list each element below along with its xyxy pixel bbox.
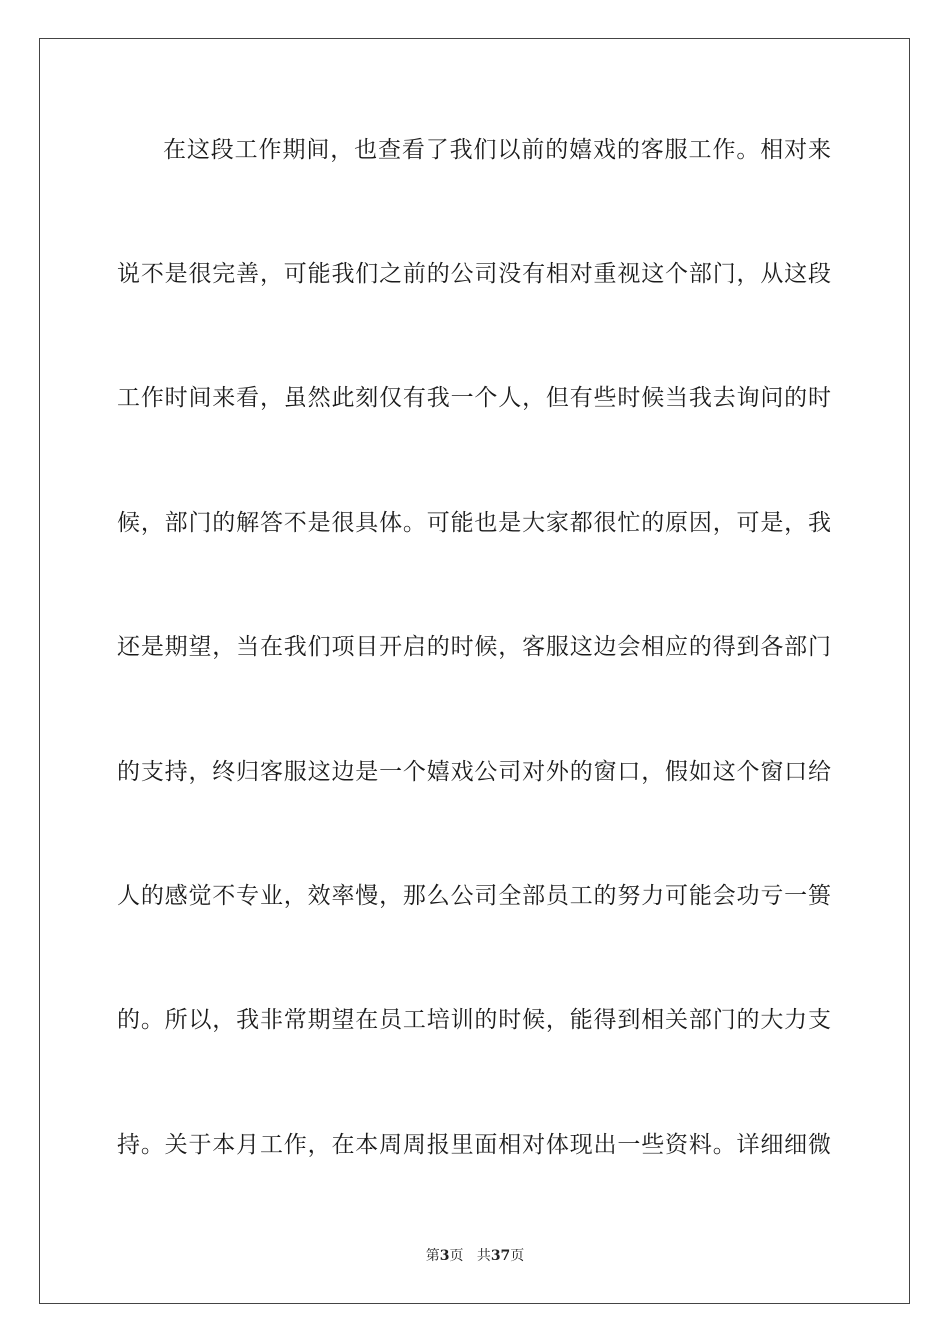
page-prefix: 第 (425, 1248, 440, 1264)
page-frame (39, 38, 910, 1304)
text-line-9: 持。关于本月工作，在本周周报里面相对体现出一些资料。详细细微 (117, 1132, 831, 1158)
total-pages: 37 (490, 1248, 511, 1264)
text-line-1: 在这段工作期间，也查看了我们以前的嬉戏的客服工作。相对来 (163, 137, 831, 163)
total-prefix: 共 (476, 1248, 491, 1264)
page-suffix: 页 (449, 1248, 464, 1264)
text-line-3: 工作时间来看，虽然此刻仅有我一个人，但有些时候当我去询问的时 (117, 385, 831, 411)
text-line-8: 的。所以，我非常期望在员工培训的时候，能得到相关部门的大力支 (117, 1007, 831, 1033)
text-line-4: 候，部门的解答不是很具体。可能也是大家都很忙的原因，可是，我 (117, 510, 831, 536)
page-number: 3 (439, 1248, 450, 1264)
text-line-6: 的支持，终归客服这边是一个嬉戏公司对外的窗口，假如这个窗口给 (117, 759, 831, 785)
text-line-7: 人的感觉不专业，效率慢，那么公司全部员工的努力可能会功亏一篑 (117, 883, 831, 909)
text-line-2: 说不是很完善，可能我们之前的公司没有相对重视这个部门，从这段 (117, 261, 831, 287)
total-suffix: 页 (510, 1248, 525, 1264)
text-line-5: 还是期望，当在我们项目开启的时候，客服这边会相应的得到各部门 (117, 634, 831, 660)
page-footer (0, 1246, 950, 1266)
